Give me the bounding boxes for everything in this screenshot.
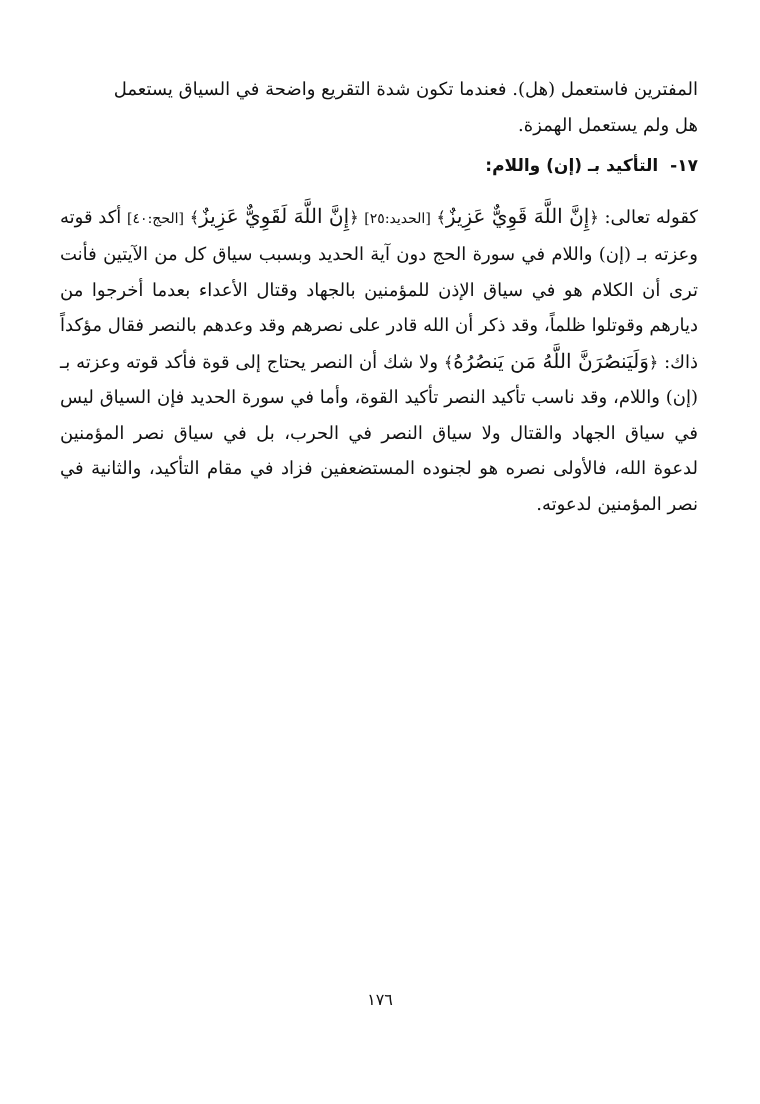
quran-open-bracket: ﴿ (589, 207, 599, 227)
quran-open-bracket: ﴿ (648, 352, 659, 372)
verse-reference-2: [الحج:٤٠] (127, 210, 184, 227)
quran-close-bracket: ﴾ (436, 207, 446, 227)
intro-paragraph (60, 72, 698, 143)
quran-verse-3: وَلَيَنصُرَنَّ اللَّهُ مَن يَنصُرُهُ (453, 348, 649, 373)
section-title: التأكيد بـ (إن) واللام: (485, 156, 659, 176)
quran-close-bracket: ﴾ (189, 207, 200, 227)
verse-reference-1: [الحديد:٢٥] (364, 210, 431, 227)
quran-verse-1: إِنَّ اللَّهَ قَوِيٌّ عَزِيزٌ (445, 203, 590, 228)
intro-line-1: المفترين فاستعمل (هل). فعندما تكون شدة التقريع واضحة في السياق يستعمل (113, 79, 698, 100)
intro-line-2: هل ولم يستعمل الهمزة. (518, 114, 698, 136)
body-paragraph (60, 199, 698, 523)
quran-verse-2: إِنَّ اللَّهَ لَقَوِيٌّ عَزِيزٌ (199, 203, 350, 228)
quran-open-bracket: ﴿ (349, 207, 359, 227)
section-number: ١٧- (670, 156, 698, 176)
quran-close-bracket: ﴾ (443, 352, 454, 372)
paragraph-body: أكد قوته وعزته بـ (إن) واللام في سورة الحج دون آية الحديد وبسبب سياق كل من الآيتين فأنت ترى أن الكلام هو في سياق الإذن للمؤمنين بالجهاد وقتال الأعداء بعدما أخرجوا من ديارهم وقوتلوا ظلماً، وقد ذكر أن الله قادر على نصرهم وقد وعدهم بالنصر فقال مؤكداً ذاك: (60, 206, 698, 373)
section-heading (60, 149, 698, 185)
page-number: ١٧٦ (367, 990, 393, 1009)
main-text (60, 72, 698, 522)
paragraph-lead: كقوله تعالى: (604, 206, 698, 228)
paragraph-conclusion: ولا شك أن النصر يحتاج إلى قوة فأكد قوته وعزته بـ (إن) واللام، وقد ناسب تأكيد النصر تأكيد القوة، وأما في سورة الحديد فإن السياق ليس في سياق الجهاد والقتال ولا سياق النصر في الحرب، بل في سياق نصر المؤمنين لدعوة الله، فالأولى نصره هو لجنوده المستضعفين فزاد في مقام التأكيد، والثانية في نصر المؤمنين لدعوته. (60, 351, 698, 515)
